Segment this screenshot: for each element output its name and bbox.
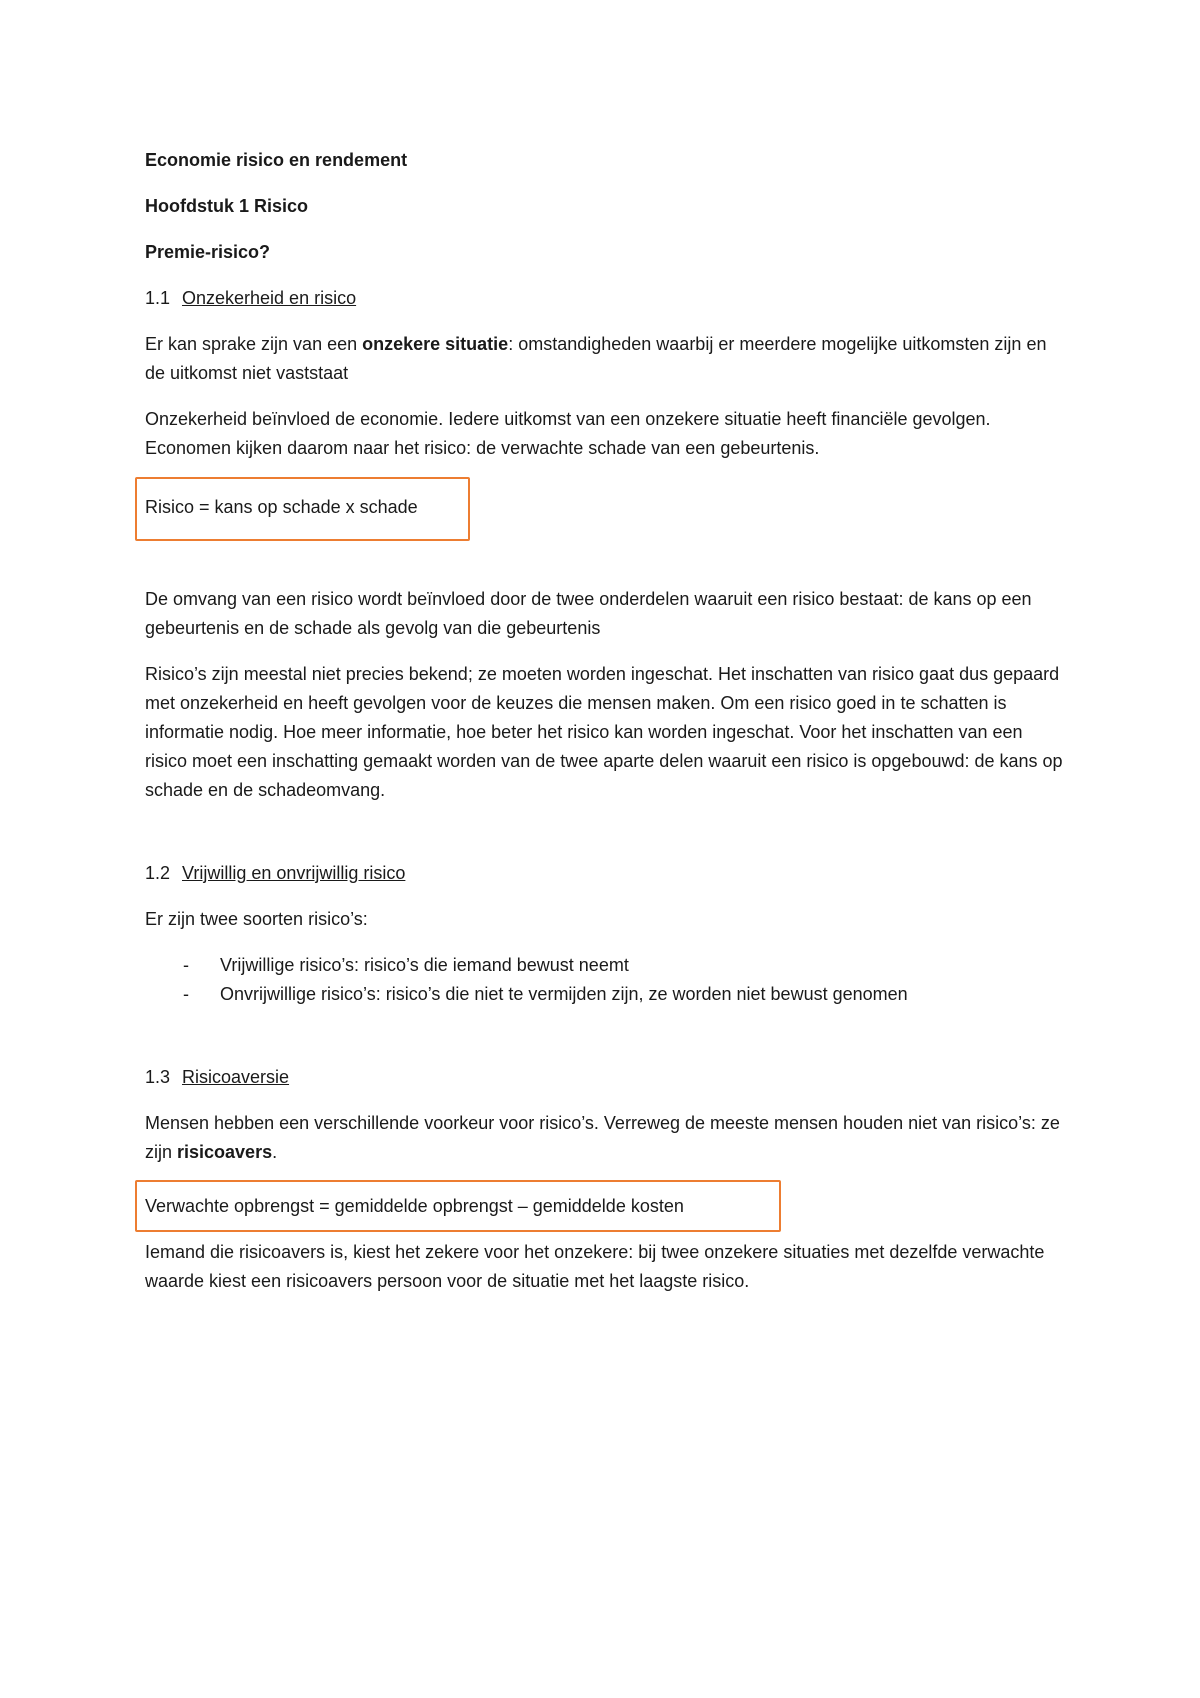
text-run: Mensen hebben een verschillende voorkeur voor risico’s. Verreweg de meeste mensen houden niet van risico’s: ze zijn — [145, 1113, 1060, 1162]
paragraph-onzekerheid: Onzekerheid beïnvloed de economie. Iedere uitkomst van een onzekere situatie heeft financiële gevolgen. Economen kijken daarom naar het risico: de verwachte schade van een gebeurtenis. — [145, 409, 991, 458]
text-run: : omstandigheden waarbij er meerdere mogelijke uitkomsten zijn en de uitkomst niet vaststaat — [145, 334, 1047, 383]
section-heading-1-2 — [145, 859, 1065, 888]
list-item-text: Vrijwillige risico’s: risico’s die iemand bewust neemt — [220, 955, 629, 975]
paragraph-onzekere-situatie — [145, 330, 1065, 388]
bold-term: onzekere situatie — [362, 334, 509, 354]
dash-bullet: - — [183, 955, 189, 975]
formula-box-wrapper — [145, 1184, 1065, 1232]
document-title: Economie risico en rendement — [145, 150, 408, 170]
section-title: Vrijwillig en onvrijwillig risico — [182, 863, 406, 883]
opbrengst-formula: Verwachte opbrengst = gemiddelde opbrengst – gemiddelde kosten — [145, 1196, 684, 1216]
opbrengst-formula-box — [135, 1180, 781, 1232]
section-number: 1.3 — [145, 1067, 171, 1087]
risk-types-list — [145, 951, 1065, 1009]
dash-bullet: - — [183, 984, 189, 1004]
list-item — [145, 951, 1065, 980]
bold-term: risicoavers — [177, 1142, 273, 1162]
section-title: Risicoaversie — [182, 1067, 290, 1087]
text-run: . — [272, 1142, 278, 1162]
formula-box-wrapper — [145, 480, 1065, 541]
risico-formula-box — [135, 477, 470, 541]
section-title: Onzekerheid en risico — [182, 288, 357, 308]
paragraph-risicoavers: Iemand die risicoavers is, kiest het zekere voor het onzekere: bij twee onzekere situaties met dezelfde verwachte waarde kiest een risicoavers persoon voor de situatie met het laagste risico. — [145, 1242, 1045, 1291]
paragraph-soorten: Er zijn twee soorten risico’s: — [145, 909, 368, 929]
question-heading: Premie-risico? — [145, 242, 271, 262]
section-number: 1.2 — [145, 863, 171, 883]
paragraph-omvang: De omvang van een risico wordt beïnvloed door de twee onderdelen waaruit een risico bestaat: de kans op een gebeurtenis en de schade als gevolg van die gebeurtenis — [145, 589, 1032, 638]
risico-formula: Risico = kans op schade x schade — [145, 497, 418, 517]
section-number: 1.1 — [145, 288, 171, 308]
list-item — [145, 980, 1065, 1009]
chapter-heading: Hoofdstuk 1 Risico — [145, 196, 309, 216]
section-heading-1-1 — [145, 284, 1065, 313]
section-heading-1-3 — [145, 1063, 1065, 1092]
document-content — [145, 146, 1065, 1313]
list-item-text: Onvrijwillige risico’s: risico’s die niet te vermijden zijn, ze worden niet bewust genomen — [220, 984, 908, 1004]
paragraph-voorkeur — [145, 1109, 1065, 1167]
text-run: Er kan sprake zijn van een — [145, 334, 363, 354]
paragraph-inschatten: Risico’s zijn meestal niet precies bekend; ze moeten worden ingeschat. Het inschatten van risico gaat dus gepaard met onzekerheid en heeft gevolgen voor de keuzes die mensen maken. Om een risico goed in te schatten is informatie nodig. Hoe meer informatie, hoe beter het risico kan worden ingeschat. Voor het inschatten van een risico moet een inschatting gemaakt worden van de twee aparte delen waaruit een risico is opgebouwd: de kans op schade en de schadeomvang. — [145, 664, 1063, 800]
